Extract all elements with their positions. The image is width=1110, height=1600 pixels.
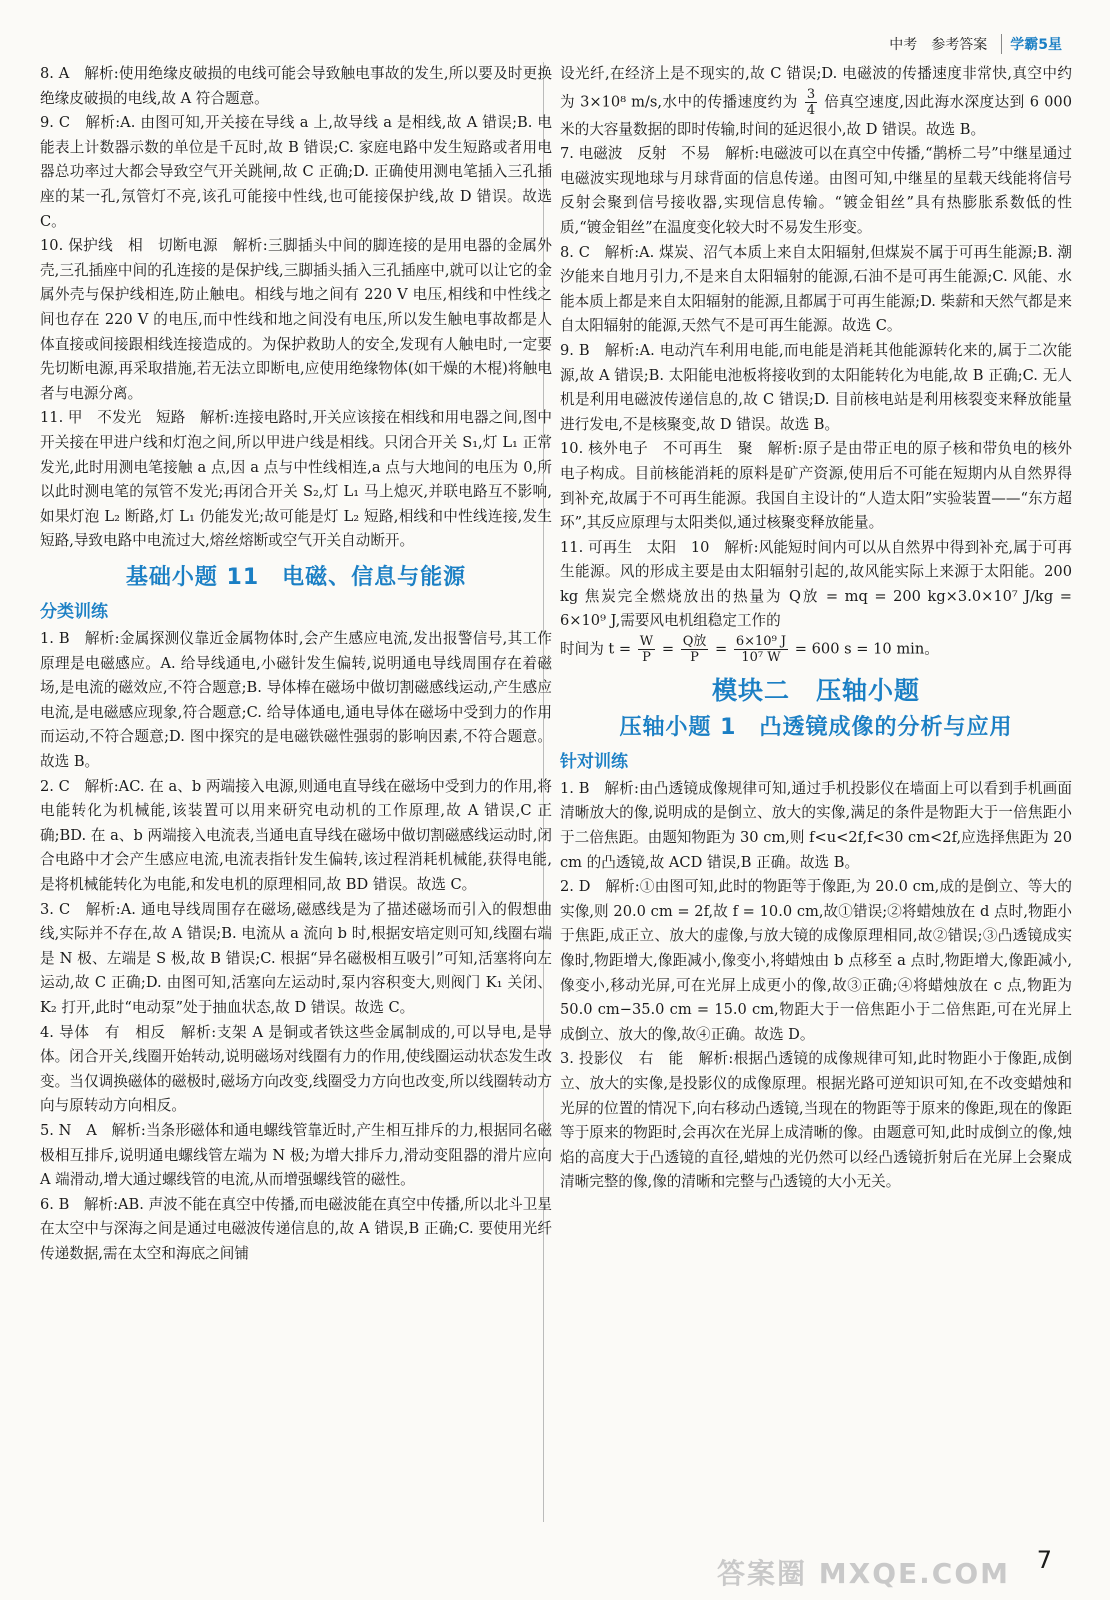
subsection-title: 分类训练 (40, 602, 108, 623)
formula-text: = (661, 640, 675, 658)
text-run: 倍真空速度,因此海水深度达到 6 000 米的大容量数据的即时传输,时间的延迟很小,故 D 错误。故选 B。 (560, 93, 1072, 138)
section-title: 压轴小题 1 凸透镜成像的分析与应用 (619, 714, 1013, 740)
answer-paragraph: 6. B 解析:AB. 声波不能在真空中传播,而电磁波能在真空中传播,所以北斗卫星在太空中与深海之间是通过电磁波传递信息的,故 A 错误,B 正确;C. 要使用光纤传递数据,需在太空和海底之间铺 (40, 1195, 552, 1262)
answer-paragraph: 7. 电磁波 反射 不易 解析:电磁波可以在真空中传播,“鹊桥二号”中继星通过电磁波实现地球与月球背面的信息传递。由图可知,中继星的星载天线能将信号反射会聚到信号接收器,实现信息传输。“镀金钼丝”具有热膨胀系数低的性质,“镀金钼丝”在温度变化较大时不易发生形变。 (560, 145, 1072, 236)
module-title: 模块二 压轴小题 (711, 676, 920, 706)
fraction-denominator: 4 (806, 102, 816, 118)
answer-paragraph: 11. 甲 不发光 短路 解析:连接电路时,开关应该接在相线和用电器之间,图中开关接在甲进户线和灯泡之间,所以甲进户线是相线。只闭合开关 S₁,灯 L₁ 正常发光,此时用测电笔接触 a 点,因 a 点与中性线相连,a 点与大地间的电压为 0,所以此时测电笔的氖管不发光;再闭合开关 S₂,灯 L₁ 马上熄灭,并联电路互不影响,如果灯泡 L₂ 断路,灯 L₁ 仍能发光;故可能是灯 L₂ 短路,相线和中性线连接,发生短路,导致电路中电流过大,熔丝熔断或空气开关自动断开。 (40, 409, 552, 550)
answer-paragraph: 1. B 解析:由凸透镜成像规律可知,通过手机投影仪在墙面上可以看到手机画面清晰放大的像,说明成的是倒立、放大的实像,满足的条件是物距大于一倍焦距小于二倍焦距。由题知物距为 30 cm,则 f<u<2f,f<30 cm<2f,应选择焦距为 20 cm 的凸透镜,故 ACD 错误,B 正确。故选 B。 (560, 779, 1072, 871)
fraction-denominator: 10⁷ W (741, 650, 781, 666)
answer-paragraph: 8. C 解析:A. 煤炭、沼气本质上来自太阳辐射,但煤炭不属于可再生能源;B. 潮汐能来自地月引力,不是来自太阳辐射的能源,石油不是可再生能源;C. 风能、水能本质上都是来自太阳辐射的能源,且都属于可再生能源;D. 柴薪和天然气都是来自太阳辐射的能源,天然气不是可再生能源。故选 C。 (560, 243, 1072, 335)
answer-paragraph: 10. 保护线 相 切断电源 解析:三脚插头中间的脚连接的是用电器的金属外壳,三孔插座中间的孔连接的是保护线,三脚插头插入三孔插座中,就可以让它的金属外壳与保护线相连,防止触电。相线与地之间有 220 V 电压,相线和中性线之间也存在 220 V 的电压,而中性线和地之间没有电压,所以发生触电事故都是人体直接或间接跟相线连接造成的。为保护救助人的安全,发现有人触电时,一定要先切断电源,再采取措施,若无法立即断电,应使用绝缘物体(如干燥的木棍)将触电者与电源分离。 (40, 237, 552, 402)
fraction (805, 87, 817, 118)
answer-paragraph: 1. B 解析:金属探测仪靠近金属物体时,会产生感应电流,发出报警信号,其工作原理是电磁感应。A. 给导线通电,小磁针发生偏转,说明通电导线周围存在着磁场,是电流的磁效应,不符合题意;B. 导体棒在磁场中做切割磁感线运动,产生感应电流,是电磁感应现象,符合题意;C. 给导体通电,通电导体在磁场中受到力的作用而运动,不符合题意;D. 图中探究的是电磁铁磁性强弱的影响因素,不符合题意。故选 B。 (40, 630, 552, 771)
fraction (734, 634, 788, 665)
page-header (889, 34, 1062, 54)
fraction-numerator: Q放 (682, 634, 707, 650)
answer-paragraph: 10. 核外电子 不可再生 聚 解析:原子是由带正电的原子核和带负电的核外电子构成。目前核能消耗的原料是矿产资源,使用后不可能在短期内从自然界得到补充,故属于不可再生能源。我国自主设计的“人造太阳”实验装置——“东方超环”,其反应原理与太阳类似,通过核聚变释放能量。 (560, 440, 1072, 532)
answer-paragraph: 4. 导体 有 相反 解析:支架 A 是铜或者铁这些金属制成的,可以导电,是导体。闭合开关,线圈开始转动,说明磁场对线圈有力的作用,使线圈运动状态发生改变。当仅调换磁体的磁极时,磁场方向改变,线圈受力方向也改变,所以线圈转动方向与原转动方向相反。 (40, 1023, 552, 1115)
section-title: 基础小题 11 电磁、信息与能源 (125, 564, 467, 590)
answer-paragraph: 3. 投影仪 右 能 解析:根据凸透镜的成像规律可知,此时物距小于像距,成倒立、放大的实像,是投影仪的成像原理。根据光路可逆知识可知,在不改变蜡烛和光屏的位置的情况下,向右移动凸透镜,当现在的物距等于原来的像距,现在的像距等于原来的物距时,会再次在光屏上成清晰的像。由题意可知,此时成倒立的像,烛焰的高度大于凸透镜的直径,蜡烛的光仍然可以经凸透镜折射后在光屏上会聚成清晰完整的像,像的清晰和完整与凸透镜的大小无关。 (560, 1050, 1072, 1191)
answer-paragraph: 3. C 解析:A. 通电导线周围存在磁场,磁感线是为了描述磁场而引入的假想曲线,实际并不存在,故 A 错误;B. 电流从 a 流向 b 时,根据安培定则可知,线圈右端是 N 极、左端是 S 极,故 B 错误;C. 根据“异名磁极相互吸引”可知,活塞将向左运动,故 C 正确;D. 由图可知,活塞向左运动时,泵内容积变大,则阀门 K₁ 关闭、K₂ 打开,此时“电动泵”处于抽血状态,故 D 错误。故选 C。 (40, 900, 552, 1016)
answer-paragraph: 8. A 解析:使用绝缘皮破损的电线可能会导致触电事故的发生,所以要及时更换绝缘皮破损的电线,故 A 符合题意。 (40, 65, 552, 107)
right-column (560, 62, 1072, 1195)
fraction (638, 634, 655, 665)
fraction-numerator: 6×10⁹ J (735, 634, 787, 650)
formula-text: 时间为 t = (560, 640, 632, 658)
answer-paragraph: 5. N A 解析:当条形磁体和通电螺线管靠近时,产生相互排斥的力,根据同名磁极相互排斥,说明通电螺线管左端为 N 极;为增大排斥力,滑动变阻器的滑片应向 A 端滑动,增大通过螺线管的电流,从而增强螺线管的磁性。 (40, 1121, 552, 1189)
answer-paragraph: 2. C 解析:AC. 在 a、b 两端接入电源,则通电直导线在磁场中受到力的作用,将电能转化为机械能,该装置可以用来研究电动机的工作原理,故 A 错误,C 正确;BD. 在 a、b 两端接入电流表,当通电直导线在磁场中做切割磁感线运动时,闭合电路中才会产生感应电流,电流表指针发生偏转,该过程消耗机械能,获得电能,是将机械能转化为电能,和发电机的原理相同,故 BD 错误。故选 C。 (40, 777, 552, 893)
page-number: 7 (1036, 1546, 1052, 1574)
fraction-numerator: W (639, 634, 654, 650)
fraction (681, 634, 709, 665)
fraction-denominator: P (642, 650, 651, 666)
answer-paragraph: 11. 可再生 太阳 10 解析:风能短时间内可以从自然界中得到补充,属于可再生能源。风的形成主要是由太阳辐射引起的,故风能实际上来源于太阳能。200 kg 焦炭完全燃烧放出的热量为 Q放 = mq = 200 kg×3.0×10⁷ J/kg = 6×10⁹ J,需要风电机组稳定工作的 (560, 538, 1072, 630)
answer-paragraph: 9. B 解析:A. 电动汽车利用电能,而电能是消耗其他能源转化来的,属于二次能源,故 A 错误;B. 太阳能电池板将接收到的太阳能转化为电能,故 B 正确;C. 无人机是利用电磁波传递信息的,故 C 错误;D. 目前核电站是利用核裂变来释放能量进行发电,不是核聚变,故 D 错误。故选 B。 (560, 341, 1072, 433)
answer-paragraph: 2. D 解析:①由图可知,此时的物距等于像距,为 20.0 cm,成的是倒立、等大的实像,则 20.0 cm = 2f,故 f = 10.0 cm,故①错误;②将蜡烛放在 d 点时,物距小于焦距,成正立、放大的虚像,与放大镜的成像原理相同,故②错误;③凸透镜成实像时,物距增大,像距减小,像变小,将蜡烛由 b 点移至 a 点时,物距增大,像距减小,像变小,移动光屏,可在光屏上成更小的像,故③正确;④将蜡烛放在 c 点,物距为 50.0 cm−35.0 cm = 15.0 cm,物距大于一倍焦距小于二倍焦距,可在光屏上成倒立、放大的像,故④正确。故选 D。 (560, 878, 1072, 1043)
fraction-denominator: P (690, 650, 699, 666)
left-column (40, 62, 552, 1267)
answer-paragraph (560, 62, 1072, 142)
brand-logo: 学霸5星 (1001, 34, 1062, 54)
header-exam: 中考 (889, 37, 918, 53)
formula-text: = 600 s = 10 min。 (794, 640, 939, 658)
answer-paragraph: 9. C 解析:A. 由图可知,开关接在导线 a 上,故导线 a 是相线,故 A 错误;B. 电能表上计数器示数的单位是千瓦时,故 B 错误;C. 家庭电路中发生短路或者用电器总功率过大都会导致空气开关跳闸,故 C 正确;D. 正确使用测电笔插入三孔插座的某一孔,氖管灯不亮,该孔可能接中性线,也可能接保护线,故 D 错误。故选 C。 (40, 114, 552, 230)
subsection-title: 针对训练 (560, 752, 628, 773)
text-run: 设光纤,在经济上是不现实的,故 C 错误;D. 电磁波的传播速度非常快,真空中约为 3×10⁸ m/s,水中的传播速度约为 (560, 65, 1072, 111)
formula-line (560, 634, 1072, 665)
header-section: 参考答案 (931, 37, 988, 53)
watermark: 答案圈 MXQE.COM (717, 1557, 1010, 1590)
fraction-numerator: 3 (806, 86, 816, 102)
formula-text: = (715, 640, 728, 658)
